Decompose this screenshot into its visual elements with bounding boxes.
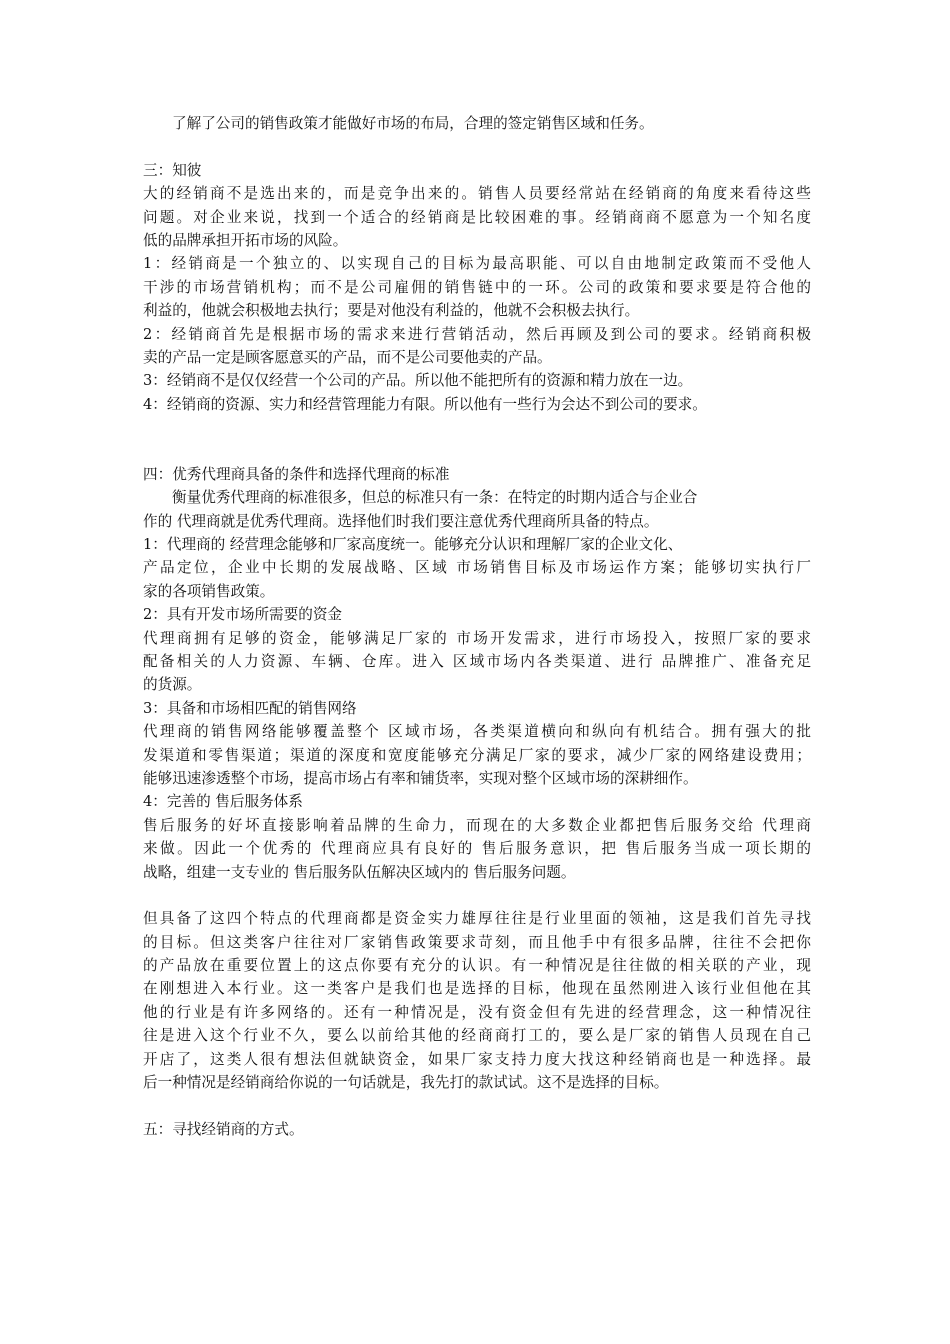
list-item-line: 4：经销商的资源、实力和经营管理能力有限。所以他有一些行为会达不到公司的要求。 xyxy=(143,395,707,413)
list-item-line: 家的各项销售政策。 xyxy=(143,582,275,600)
paragraph-line: 的产品放在重要位置上的这点你要有充分的认识。有一种情况是往往做的相关联的产业，现 xyxy=(143,957,811,975)
paragraph-line: 代理商的销售网络能够覆盖整个 区域市场，各类渠道横向和纵向有机结合。拥有强大的批 xyxy=(143,723,811,741)
list-item-line: 1：代理商的 经营理念能够和厂家高度统一。能够充分认识和理解厂家的企业文化、 xyxy=(143,536,683,554)
list-item-line: 1：经销商是一个独立的、以实现自己的目标为最高职能、可以自由地制定政策而不受他人 xyxy=(143,255,811,273)
list-item-line: 2：经销商首先是根据市场的需求来进行营销活动，然后再顾及到公司的要求。经销商积极 xyxy=(143,325,811,343)
document-page xyxy=(143,112,811,1141)
subheading-line: 2：具有开发市场所需要的资金 xyxy=(143,606,343,624)
subheading-line: 4：完善的 售后服务体系 xyxy=(143,793,303,811)
blank-line xyxy=(143,1094,811,1117)
paragraph-line: 大的经销商不是选出来的，而是竞争出来的。销售人员要经常站在经销商的角度来看待这些 xyxy=(143,185,811,203)
subheading-line: 3：具备和市场相匹配的销售网络 xyxy=(143,699,357,717)
paragraph-line: 的目标。但这类客户往往对厂家销售政策要求苛刻，而且他手中有很多品牌，往往不会把你 xyxy=(143,933,811,951)
paragraph-line: 了解了公司的销售政策才能做好市场的布局，合理的签定销售区域和任务。 xyxy=(172,115,654,132)
list-item-line: 3：经销商不是仅仅经营一个公司的产品。所以他不能把所有的资源和精力放在一边。 xyxy=(143,372,693,390)
blank-line xyxy=(143,135,811,158)
list-item-line: 干涉的市场营销机构；而不是公司雇佣的销售链中的一环。公司的政策和要求要是符合他的 xyxy=(143,278,811,296)
section-heading-5: 五：寻找经销商的方式。 xyxy=(143,1120,304,1138)
paragraph-line: 在刚想进入本行业。这一类客户是我们也是选择的目标，他现在虽然刚进入该行业但他在其 xyxy=(143,980,811,998)
paragraph-line: 的货源。 xyxy=(143,676,202,694)
paragraph-line: 代理商拥有足够的资金，能够满足厂家的 市场开发需求，进行市场投入，按照厂家的要求 xyxy=(143,629,811,647)
list-item-line: 利益的，他就会积极地去执行；要是对他没有利益的，他就不会积极去执行。 xyxy=(143,302,640,320)
paragraph-line: 能够迅速渗透整个市场，提高市场占有率和铺货率，实现对整个区域市场的深耕细作。 xyxy=(143,769,698,787)
section-heading-4: 四：优秀代理商具备的条件和选择代理商的标准 xyxy=(143,465,450,483)
blank-line xyxy=(143,884,811,907)
section-heading-3: 三：知彼 xyxy=(143,161,202,179)
paragraph-line: 开店了，这类人很有想法但就缺资金，如果厂家支持力度大找这种经销商也是一种选择。最 xyxy=(143,1050,811,1068)
paragraph-line: 但具备了这四个特点的代理商都是资金实力雄厚往往是行业里面的领袖，这是我们首先寻找 xyxy=(143,910,811,928)
paragraph-line: 配备相关的人力资源、车辆、仓库。进入 区域市场内各类渠道、进行 品牌推广、准备充足 xyxy=(143,653,811,670)
paragraph-line: 后一种情况是经销商给你说的一句话就是，我先打的款试试。这不是选择的目标。 xyxy=(143,1074,669,1092)
paragraph-line: 往是进入这个行业不久，要么以前给其他的经商商打工的，要么是厂家的销售人员现在自己 xyxy=(143,1027,811,1045)
paragraph-line: 他的行业是有许多网络的。还有一种情况是，没有资金但有先进的经营理念，这一种情况往 xyxy=(143,1003,811,1021)
list-item-line: 卖的产品一定是顾客愿意买的产品，而不是公司要他卖的产品。 xyxy=(143,348,552,366)
paragraph-line: 作的 代理商就是优秀代理商。选择他们时我们要注意优秀代理商所具备的特点。 xyxy=(143,512,659,530)
paragraph-line: 来做。因此一个优秀的 代理商应具有良好的 售后服务意识，把 售后服务当成一项长期的 xyxy=(143,840,811,858)
list-item-line: 产品定位，企业中长期的发展战略、区域 市场销售目标及市场运作方案；能够切实执行厂 xyxy=(143,559,811,577)
paragraph-line: 发渠道和零售渠道；渠道的深度和宽度能够充分满足厂家的要求，减少厂家的网络建设费用； xyxy=(143,746,811,764)
paragraph-line: 战略，组建一支专业的 售后服务队伍解决区域内的 售后服务问题。 xyxy=(143,863,576,881)
paragraph-line: 衡量优秀代理商的标准很多，但总的标准只有一条：在特定的时期内适合与企业合 xyxy=(172,489,698,507)
blank-line xyxy=(143,416,811,463)
paragraph-line: 售后服务的好坏直接影响着品牌的生命力，而现在的大多数企业都把售后服务交给 代理商 xyxy=(143,816,811,834)
paragraph-line: 问题。对企业来说，找到一个适合的经销商是比较困难的事。经销商商不愿意为一个知名度 xyxy=(143,208,811,226)
paragraph-line: 低的品牌承担开拓市场的风险。 xyxy=(143,231,348,249)
